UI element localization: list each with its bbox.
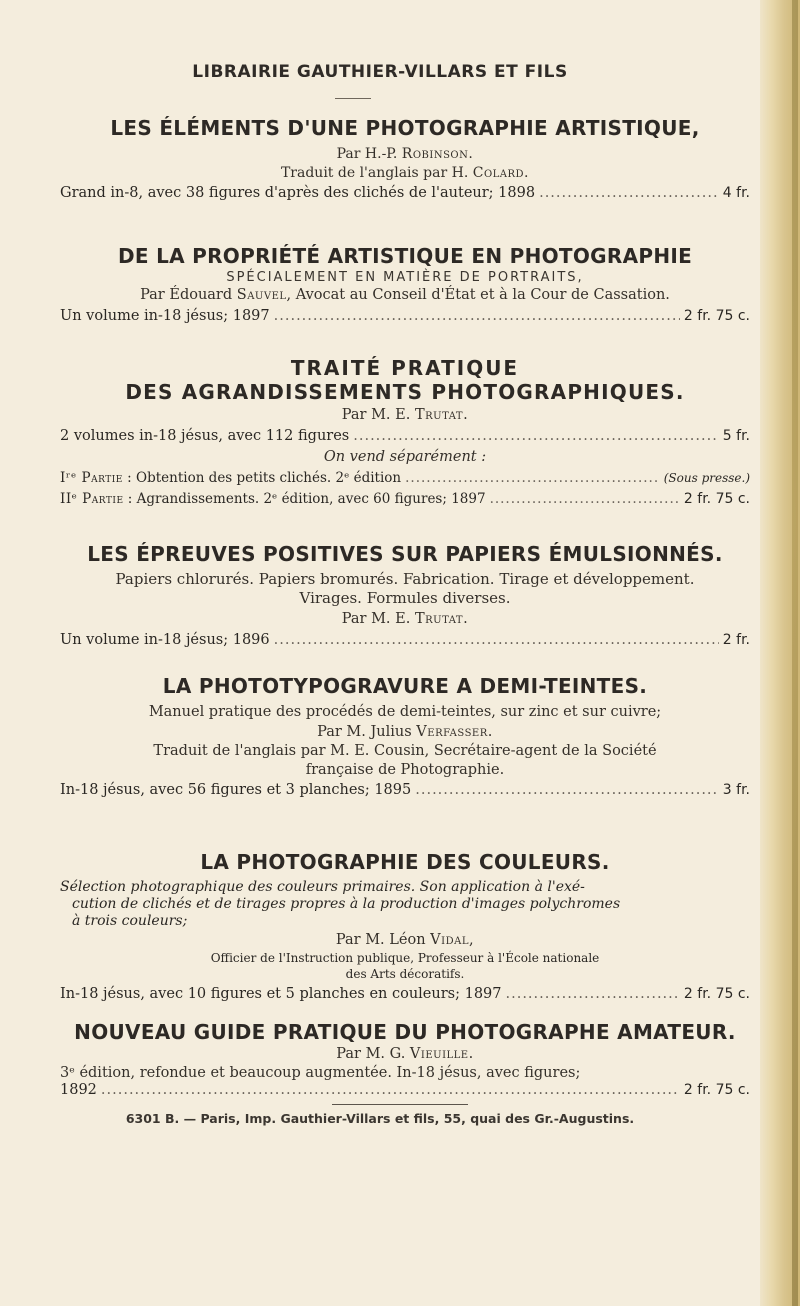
- dot-leader: [274, 306, 680, 327]
- book-price: 5 fr.: [722, 428, 750, 444]
- dot-leader: [506, 984, 680, 1005]
- book-price: 4 fr.: [722, 185, 750, 201]
- book-title: DE LA PROPRIÉTÉ ARTISTIQUE EN PHOTOGRAPHIE: [117, 244, 693, 268]
- author-affiliation: Officier de l'Instruction publique, Professeur à l'École nationale des Arts décoratifs.: [210, 951, 600, 981]
- book-price: 2 fr. 75 c.: [683, 986, 750, 1002]
- dot-leader: [101, 1082, 680, 1099]
- book-subtitle: SPÉCIALEMENT EN MATIÈRE DE PORTRAITS,: [226, 270, 584, 285]
- author-name: Robinson.: [401, 146, 474, 162]
- dot-leader: [274, 630, 719, 651]
- book-author: Par Édouard Sauvel, Avocat au Conseil d'État et à la Cour de Cassation.: [140, 287, 670, 303]
- book-entry-photographie-couleurs: [60, 850, 750, 1005]
- author-name: Sauvel: [236, 287, 287, 303]
- book-entry-propriete-artistique: [60, 244, 750, 327]
- book-edition: 3ᵉ édition, refondue et beaucoup augmentée. In-18 jésus, avec figures;: [60, 1065, 581, 1081]
- book-format: In-18 jésus, avec 10 figures et 5 planches en couleurs; 1897: [60, 986, 502, 1002]
- book-author: Par M. E. Trutat.: [341, 611, 469, 627]
- author-name: Trutat.: [414, 407, 469, 423]
- book-format-price: [60, 630, 750, 651]
- book-title: LES ÉLÉMENTS D'UNE PHOTOGRAPHIE ARTISTIQUE,: [110, 116, 700, 140]
- book-author: Par M. Léon Vidal,: [335, 932, 475, 948]
- footer-rule: [332, 1104, 468, 1105]
- translator-name: Colard.: [472, 165, 530, 181]
- book-author: Par H.-P. Robinson.: [336, 146, 474, 162]
- publisher-header: LIBRAIRIE GAUTHIER-VILLARS ET FILS: [192, 62, 568, 82]
- book-title-line2: DES AGRANDISSEMENTS PHOTOGRAPHIQUES.: [125, 380, 685, 404]
- book-format: In-18 jésus, avec 56 figures et 3 planches; 1895: [60, 782, 412, 798]
- printer-imprint: 6301 B. — Paris, Imp. Gauthier-Villars et fils, 55, quai des Gr.-Augustins.: [125, 1111, 635, 1126]
- book-translation: Traduit de l'anglais par H. Colard.: [280, 165, 530, 181]
- part-status: (Sous presse.): [663, 471, 750, 485]
- book-translation: Traduit de l'anglais par M. E. Cousin, Secrétaire-agent de la Société française de Photographie.: [153, 743, 657, 778]
- sold-separately-note: On vend séparément :: [323, 449, 487, 465]
- book-price: 2 fr. 75 c.: [683, 308, 750, 324]
- book-format-price: [60, 426, 750, 447]
- part-label: Iʳᵉ Partie: [60, 470, 123, 486]
- book-price: 3 fr.: [722, 782, 750, 798]
- author-name: Vieuille.: [409, 1046, 474, 1062]
- book-format-price: [60, 984, 750, 1005]
- page-edge-shadow: [792, 0, 798, 1306]
- dot-leader: [415, 780, 719, 801]
- book-description: Papiers chlorurés. Papiers bromurés. Fabrication. Tirage et développement. Virages. Formules diverses.: [115, 570, 695, 607]
- author-name: Trutat.: [414, 611, 469, 627]
- author-name: Vidal,: [430, 932, 475, 948]
- book-price: 2 fr. 75 c.: [683, 1082, 750, 1098]
- book-entry-epreuves-positives: [60, 542, 750, 651]
- book-description: Sélection photographique des couleurs primaires. Son application à l'exé- cution de clichés et de tirages propres à la production d'images polychromes à trois couleurs;: [60, 879, 621, 929]
- book-entry-elements-photographie: [60, 116, 750, 204]
- book-format: Grand in-8, avec 38 figures d'après des clichés de l'auteur; 1898: [60, 185, 536, 201]
- book-format: Un volume in-18 jésus; 1896: [60, 632, 270, 648]
- dot-leader: [539, 183, 719, 204]
- book-title: LA PHOTOGRAPHIE DES COULEURS.: [200, 850, 610, 874]
- header-rule: [335, 98, 371, 99]
- book-entry-traite-agrandissements: [60, 356, 750, 510]
- book-format-price: [60, 183, 750, 204]
- book-author: Par M. Julius Verfasser.: [317, 724, 493, 740]
- dot-leader: [405, 468, 660, 489]
- book-title-line1: TRAITÉ PRATIQUE: [290, 356, 520, 380]
- book-description: Manuel pratique des procédés de demi-teintes, sur zinc et sur cuivre;: [148, 704, 662, 720]
- book-title: LA PHOTOTYPOGRAVURE A DEMI-TEINTES.: [162, 674, 648, 698]
- dot-leader: [353, 426, 719, 447]
- book-title: NOUVEAU GUIDE PRATIQUE DU PHOTOGRAPHE AMATEUR.: [74, 1020, 736, 1044]
- book-format: Un volume in-18 jésus; 1897: [60, 308, 270, 324]
- book-format: 2 volumes in-18 jésus, avec 112 figures: [60, 428, 350, 444]
- book-format-price: [60, 306, 750, 327]
- book-format-price: [60, 1082, 750, 1099]
- book-author: Par M. G. Vieuille.: [336, 1046, 474, 1062]
- book-author: Par M. E. Trutat.: [341, 407, 469, 423]
- book-year: 1892: [60, 1082, 97, 1098]
- book-price: 2 fr.: [722, 632, 750, 648]
- dot-leader: [490, 489, 680, 510]
- part1-line: Iʳᵉ Partie : Obtention des petits clichés. 2ᵉ édition ..... (Sous presse.): [60, 468, 750, 489]
- part-price: 2 fr. 75 c.: [683, 491, 750, 507]
- book-entry-phototypogravure: [60, 674, 750, 801]
- book-title: LES ÉPREUVES POSITIVES SUR PAPIERS ÉMULSIONNÉS.: [87, 542, 723, 566]
- book-entry-guide-amateur: [60, 1020, 750, 1099]
- book-format-price: [60, 780, 750, 801]
- part-label: IIᵉ Partie: [60, 491, 124, 507]
- part2-line: IIᵉ Partie : Agrandissements. 2ᵉ édition, avec 60 figures; 1897 ..... 2 fr. 75 c.: [60, 489, 750, 510]
- author-name: Verfasser.: [416, 724, 493, 740]
